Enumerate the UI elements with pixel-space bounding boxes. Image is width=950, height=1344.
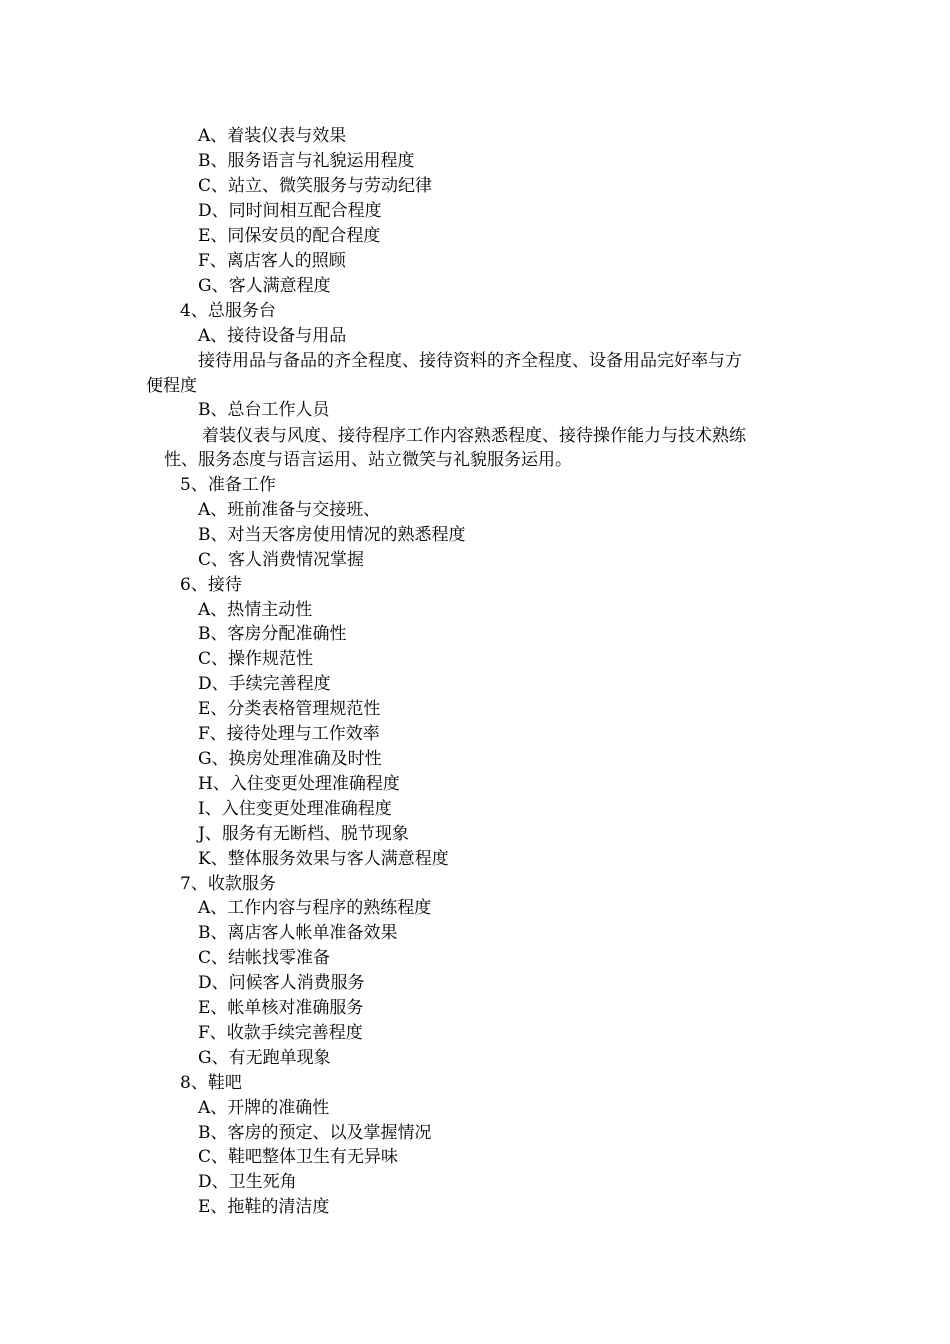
list-item: D、问候客人消费服务: [198, 973, 365, 993]
list-item: C、站立、微笑服务与劳动纪律: [198, 176, 433, 196]
list-item: A、接待设备与用品: [198, 326, 347, 346]
section-heading: 8、鞋吧: [180, 1073, 242, 1093]
list-item: E、同保安员的配合程度: [198, 226, 381, 246]
list-item: B、总台工作人员: [198, 400, 330, 420]
list-item: D、同时间相互配合程度: [198, 201, 382, 221]
list-item: D、卫生死角: [198, 1172, 297, 1192]
list-item: C、鞋吧整体卫生有无异味: [198, 1147, 399, 1167]
section-heading: 6、接待: [180, 575, 242, 595]
list-item: C、客人消费情况掌握: [198, 550, 365, 570]
list-item: F、接待处理与工作效率: [198, 724, 380, 744]
paragraph-line: 接待用品与备品的齐全程度、接待资料的齐全程度、设备用品完好率与方: [198, 351, 742, 371]
list-item: G、有无跑单现象: [198, 1048, 331, 1068]
list-item: E、帐单核对准确服务: [198, 998, 364, 1018]
list-item: C、操作规范性: [198, 649, 314, 669]
list-item: E、分类表格管理规范性: [198, 699, 381, 719]
list-item: E、拖鞋的清洁度: [198, 1197, 330, 1217]
paragraph-line: 便程度: [146, 376, 197, 396]
list-item: A、工作内容与程序的熟练程度: [198, 898, 432, 918]
list-item: F、离店客人的照顾: [198, 251, 346, 271]
list-item: I、入住变更处理准确程度: [198, 799, 392, 819]
section-heading: 4、总服务台: [180, 301, 276, 321]
list-item: A、班前准备与交接班、: [198, 500, 381, 520]
list-item: J、服务有无断档、脱节现象: [198, 824, 409, 844]
list-item: B、服务语言与礼貌运用程度: [198, 151, 415, 171]
paragraph-line: 着装仪表与风度、接待程序工作内容熟悉程度、接待操作能力与技术熟练: [202, 426, 746, 446]
list-item: B、客房分配准确性: [198, 624, 347, 644]
list-item: A、着装仪表与效果: [198, 126, 347, 146]
list-item: B、客房的预定、以及掌握情况: [198, 1123, 432, 1143]
section-heading: 5、准备工作: [180, 475, 276, 495]
list-item: B、离店客人帐单准备效果: [198, 923, 398, 943]
list-item: A、开牌的准确性: [198, 1098, 330, 1118]
section-heading: 7、收款服务: [180, 874, 276, 894]
list-item: B、对当天客房使用情况的熟悉程度: [198, 525, 466, 545]
list-item: D、手续完善程度: [198, 674, 331, 694]
list-item: G、客人满意程度: [198, 276, 331, 296]
list-item: K、整体服务效果与客人满意程度: [198, 849, 449, 869]
list-item: A、热情主动性: [198, 600, 313, 620]
list-item: F、收款手续完善程度: [198, 1023, 363, 1043]
paragraph-line: 性、服务态度与语言运用、站立微笑与礼貌服务运用。: [164, 450, 572, 470]
list-item: H、入住变更处理准确程度: [198, 774, 400, 794]
list-item: C、结帐找零准备: [198, 948, 331, 968]
list-item: G、换房处理准确及时性: [198, 749, 382, 769]
